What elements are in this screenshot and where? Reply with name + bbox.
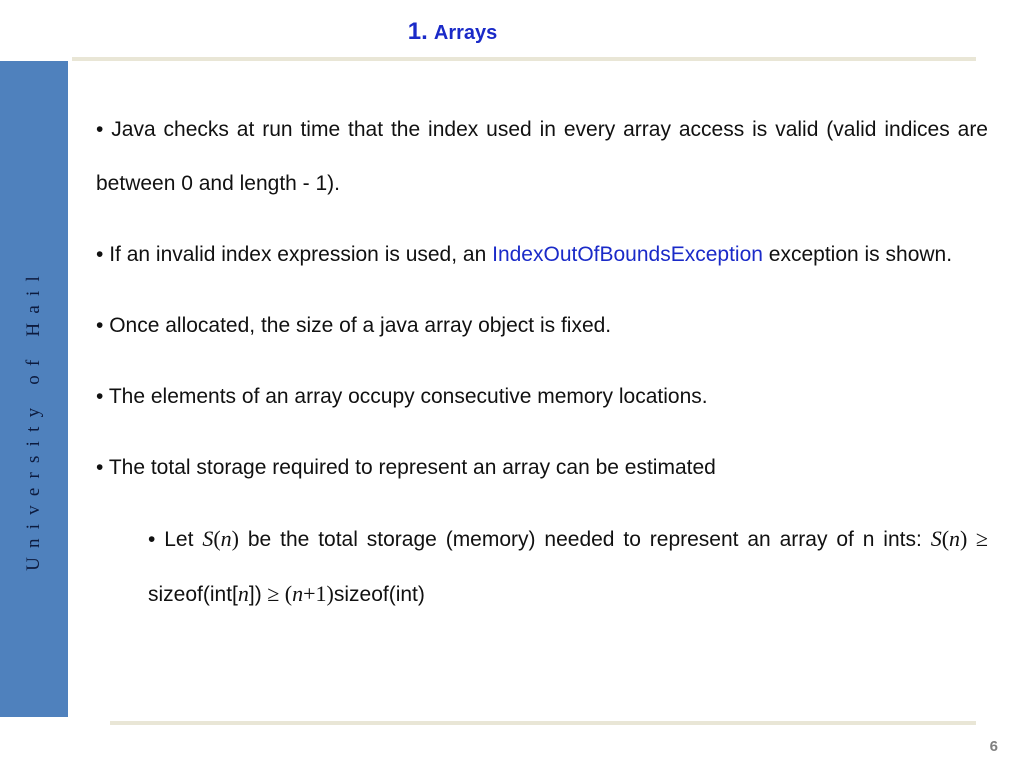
math-n: n: [237, 581, 249, 606]
sub-bullet-storage-formula: [148, 512, 988, 622]
bullet-run-time-check: [96, 103, 988, 211]
bullet-consecutive-memory: [96, 370, 988, 424]
bullet-total-storage: [96, 441, 988, 495]
sub-text-part1: be the total storage (memory) needed to represent an array of n ints:: [238, 528, 931, 551]
sub-sizeof-int-array: sizeof(int[: [148, 583, 238, 606]
sidebar-band: [0, 61, 68, 717]
bullet-mark: •: [96, 385, 104, 408]
math-s-of-n: S(n): [202, 526, 239, 551]
bullet-mark: •: [96, 456, 104, 479]
bullet-mark: •: [148, 528, 156, 551]
bullet-text-before: If an invalid index expression is used, an: [109, 243, 493, 266]
bullet-text: Java checks at run time that the index used in every array access is valid (valid indices are between 0 and length - 1).: [96, 118, 988, 195]
math-geq-n-plus-one: ≥ (n+1): [267, 581, 334, 606]
bullet-text: The elements of an array occupy consecutive memory locations.: [108, 385, 708, 408]
bullet-mark: •: [96, 243, 104, 266]
bullet-invalid-index: [96, 228, 988, 282]
bullet-text: The total storage required to represent an array can be estimated: [108, 456, 716, 479]
sub-sizeof-int: sizeof(int): [333, 583, 425, 606]
slide-title-text: Arrays: [433, 22, 498, 44]
bullet-mark: •: [96, 314, 104, 337]
math-s-of-n-2: S(n) ≥: [930, 526, 988, 551]
slide-title: [0, 18, 905, 46]
exception-name: IndexOutOfBoundsException: [492, 243, 763, 266]
slide-content: [96, 103, 988, 639]
bottom-divider: [110, 721, 976, 725]
bullet-text: Once allocated, the size of a java array object is fixed.: [109, 314, 612, 337]
sub-close-bracket: ]): [248, 583, 262, 606]
top-divider: [72, 57, 976, 61]
page-number: 6: [989, 738, 998, 755]
slide-title-number: 1.: [407, 18, 428, 45]
sub-let: Let: [164, 528, 203, 551]
bullet-mark: •: [96, 118, 104, 141]
bullet-text-after: exception is shown.: [762, 243, 953, 266]
bullet-fixed-size: [96, 299, 988, 353]
university-name: University of Hail: [23, 267, 44, 571]
